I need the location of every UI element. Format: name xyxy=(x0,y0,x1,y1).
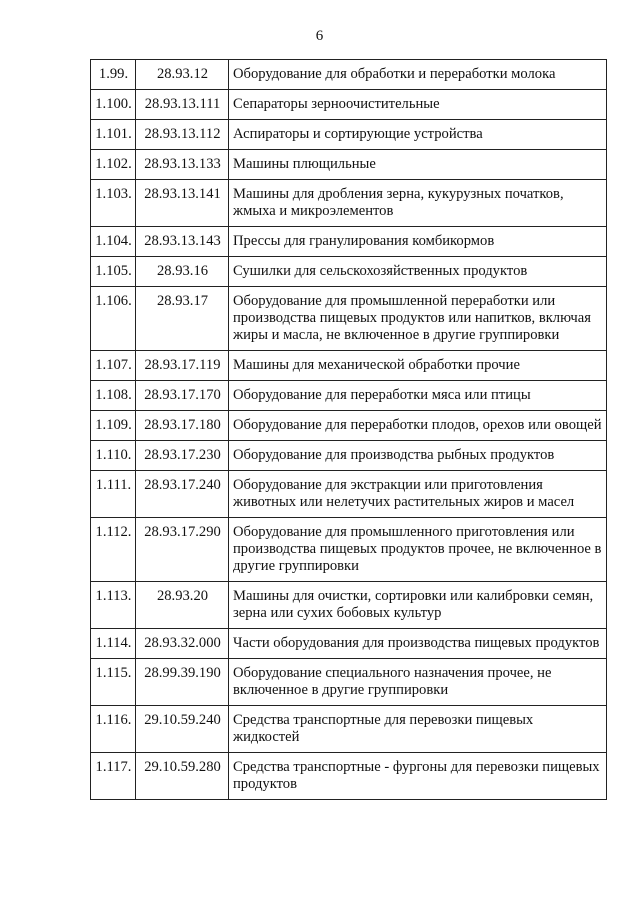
row-number-cell: 1.105. xyxy=(91,257,136,287)
row-number-cell: 1.102. xyxy=(91,150,136,180)
equipment-name-cell: Части оборудования для производства пищевых продуктов xyxy=(229,629,607,659)
equipment-table xyxy=(90,59,607,800)
classification-code-cell: 28.93.13.111 xyxy=(136,90,229,120)
row-number-cell: 1.114. xyxy=(91,629,136,659)
table-row xyxy=(91,582,607,629)
table-row xyxy=(91,659,607,706)
equipment-name-cell: Оборудование для производства рыбных продуктов xyxy=(229,441,607,471)
row-number-cell: 1.104. xyxy=(91,227,136,257)
equipment-name-cell: Машины для дробления зерна, кукурузных початков, жмыха и микроэлементов xyxy=(229,180,607,227)
equipment-name-cell: Оборудование для переработки мяса или птицы xyxy=(229,381,607,411)
classification-code-cell: 28.93.17.119 xyxy=(136,351,229,381)
table-row xyxy=(91,150,607,180)
page-number: 6 xyxy=(315,28,324,44)
classification-code-cell: 28.93.13.133 xyxy=(136,150,229,180)
classification-code-cell: 28.93.13.112 xyxy=(136,120,229,150)
table-row xyxy=(91,629,607,659)
row-number-cell: 1.110. xyxy=(91,441,136,471)
classification-code-cell: 28.93.13.143 xyxy=(136,227,229,257)
table-row xyxy=(91,411,607,441)
classification-code-cell: 28.93.20 xyxy=(136,582,229,629)
table-row xyxy=(91,90,607,120)
classification-code-cell: 28.93.17.290 xyxy=(136,518,229,582)
classification-code-cell: 28.93.17 xyxy=(136,287,229,351)
table-row xyxy=(91,180,607,227)
row-number-cell: 1.100. xyxy=(91,90,136,120)
table-row xyxy=(91,381,607,411)
table-row xyxy=(91,518,607,582)
table-row xyxy=(91,441,607,471)
table-row xyxy=(91,351,607,381)
classification-code-cell: 28.93.16 xyxy=(136,257,229,287)
equipment-name-cell: Оборудование для промышленного приготовления или производства пищевых продуктов прочее, не включенное в другие группировки xyxy=(229,518,607,582)
classification-code-cell: 28.93.13.141 xyxy=(136,180,229,227)
table-row xyxy=(91,257,607,287)
row-number-cell: 1.116. xyxy=(91,706,136,753)
row-number-cell: 1.115. xyxy=(91,659,136,706)
row-number-cell: 1.107. xyxy=(91,351,136,381)
equipment-name-cell: Прессы для гранулирования комбикормов xyxy=(229,227,607,257)
table-row xyxy=(91,753,607,800)
equipment-name-cell: Сушилки для сельскохозяйственных продуктов xyxy=(229,257,607,287)
classification-code-cell: 28.93.17.170 xyxy=(136,381,229,411)
equipment-name-cell: Оборудование для обработки и переработки молока xyxy=(229,60,607,90)
equipment-name-cell: Машины для очистки, сортировки или калибровки семян, зерна или сухих бобовых культур xyxy=(229,582,607,629)
row-number-cell: 1.103. xyxy=(91,180,136,227)
table-row xyxy=(91,120,607,150)
row-number-cell: 1.101. xyxy=(91,120,136,150)
classification-code-cell: 28.93.17.180 xyxy=(136,411,229,441)
table-row xyxy=(91,287,607,351)
equipment-name-cell: Машины плющильные xyxy=(229,150,607,180)
classification-code-cell: 28.93.17.230 xyxy=(136,441,229,471)
row-number-cell: 1.111. xyxy=(91,471,136,518)
equipment-name-cell: Оборудование для переработки плодов, орехов или овощей xyxy=(229,411,607,441)
equipment-name-cell: Машины для механической обработки прочие xyxy=(229,351,607,381)
table-row xyxy=(91,471,607,518)
table-row xyxy=(91,60,607,90)
classification-code-cell: 29.10.59.280 xyxy=(136,753,229,800)
table-row xyxy=(91,227,607,257)
table-body xyxy=(91,60,607,800)
equipment-name-cell: Сепараторы зерноочистительные xyxy=(229,90,607,120)
classification-code-cell: 28.99.39.190 xyxy=(136,659,229,706)
row-number-cell: 1.109. xyxy=(91,411,136,441)
row-number-cell: 1.108. xyxy=(91,381,136,411)
row-number-cell: 1.112. xyxy=(91,518,136,582)
row-number-cell: 1.99. xyxy=(91,60,136,90)
equipment-name-cell: Оборудование для промышленной переработки или производства пищевых продуктов или напитков, включая жиры и масла, не включенное в другие группировки xyxy=(229,287,607,351)
classification-code-cell: 29.10.59.240 xyxy=(136,706,229,753)
equipment-name-cell: Оборудование специального назначения прочее, не включенное в другие группировки xyxy=(229,659,607,706)
row-number-cell: 1.106. xyxy=(91,287,136,351)
equipment-name-cell: Оборудование для экстракции или приготовления животных или нелетучих растительных жиров и масел xyxy=(229,471,607,518)
row-number-cell: 1.117. xyxy=(91,753,136,800)
classification-code-cell: 28.93.17.240 xyxy=(136,471,229,518)
row-number-cell: 1.113. xyxy=(91,582,136,629)
table-row xyxy=(91,706,607,753)
classification-code-cell: 28.93.32.000 xyxy=(136,629,229,659)
equipment-name-cell: Средства транспортные для перевозки пищевых жидкостей xyxy=(229,706,607,753)
classification-code-cell: 28.93.12 xyxy=(136,60,229,90)
equipment-name-cell: Средства транспортные - фургоны для перевозки пищевых продуктов xyxy=(229,753,607,800)
equipment-name-cell: Аспираторы и сортирующие устройства xyxy=(229,120,607,150)
